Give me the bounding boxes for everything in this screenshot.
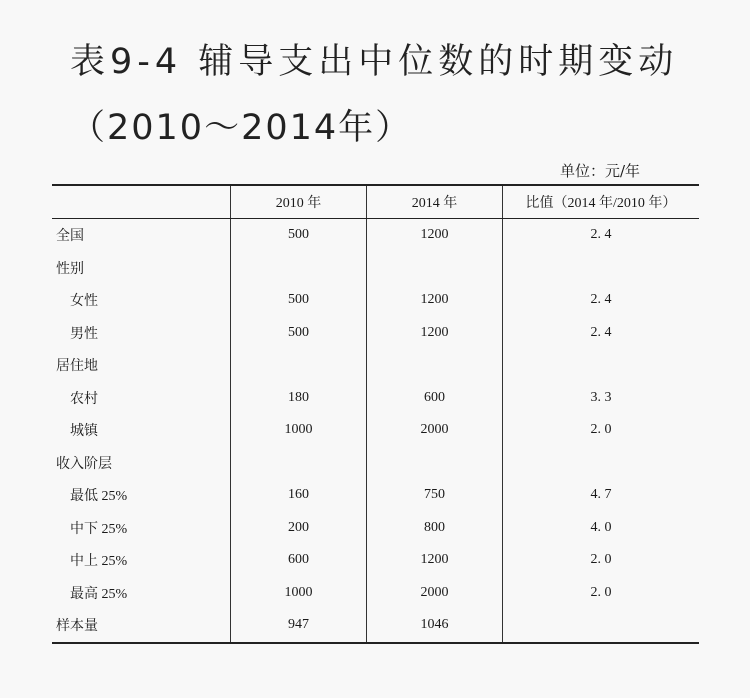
- value-2010-cell: 160: [231, 479, 367, 512]
- value-2014-cell: 750: [367, 479, 503, 512]
- header-cell-2010: 2010 年: [231, 185, 367, 219]
- ratio-cell: 2. 4: [503, 219, 700, 252]
- row-label-cell: 性别: [56, 261, 84, 277]
- table-row: [52, 544, 699, 577]
- table-row: [52, 447, 699, 480]
- ratio-cell: 2. 0: [503, 544, 700, 577]
- ratio-cell: 2. 4: [503, 317, 700, 350]
- row-label-cell: 全国: [56, 229, 84, 245]
- value-2010-cell: [231, 447, 367, 480]
- row-label-cell: 中上 25%: [70, 554, 128, 570]
- table-row: [52, 577, 699, 610]
- table-row: [52, 512, 699, 545]
- value-2010-cell: 600: [231, 544, 367, 577]
- row-label-cell: 居住地: [56, 359, 98, 375]
- ratio-cell: [503, 447, 700, 480]
- ratio-cell: [503, 609, 700, 643]
- value-2010-cell: 1000: [231, 577, 367, 610]
- value-2010-cell: [231, 252, 367, 285]
- header-cell-ratio: 比值（2014 年/2010 年）: [503, 185, 700, 219]
- unit-label: 单位：元/年: [560, 162, 641, 180]
- table-row: [52, 284, 699, 317]
- value-2014-cell: 800: [367, 512, 503, 545]
- ratio-cell: 2. 4: [503, 284, 700, 317]
- value-2014-cell: 2000: [367, 414, 503, 447]
- value-2010-cell: 1000: [231, 414, 367, 447]
- row-label-cell: 中下 25%: [70, 521, 128, 537]
- ratio-cell: 2. 0: [503, 414, 700, 447]
- table-subtitle: （2010～2014年）: [70, 108, 413, 148]
- value-2014-cell: 1200: [367, 284, 503, 317]
- value-2010-cell: 500: [231, 317, 367, 350]
- value-2014-cell: [367, 349, 503, 382]
- value-2014-cell: 1200: [367, 219, 503, 252]
- value-2014-cell: 600: [367, 382, 503, 415]
- ratio-cell: [503, 349, 700, 382]
- table-row: [52, 609, 699, 643]
- value-2010-cell: 947: [231, 609, 367, 643]
- value-2014-cell: [367, 252, 503, 285]
- table-row: [52, 317, 699, 350]
- value-2014-cell: 1046: [367, 609, 503, 643]
- value-2014-cell: 1200: [367, 544, 503, 577]
- ratio-cell: 4. 7: [503, 479, 700, 512]
- row-label-cell: 城镇: [70, 424, 98, 440]
- table-row: [52, 414, 699, 447]
- row-label-cell: 最高 25%: [70, 586, 128, 602]
- header-cell-empty: [52, 185, 231, 219]
- row-label-cell: 样本量: [52, 609, 231, 643]
- value-2014-cell: 1200: [367, 317, 503, 350]
- row-label-cell: 男性: [70, 326, 98, 342]
- table-row: [52, 382, 699, 415]
- value-2010-cell: 180: [231, 382, 367, 415]
- value-2010-cell: 200: [231, 512, 367, 545]
- data-table: [52, 184, 699, 644]
- row-label-cell: 收入阶层: [56, 456, 112, 472]
- row-label-cell: 女性: [70, 294, 98, 310]
- table-header-row: [52, 185, 699, 219]
- row-label-cell: 农村: [70, 391, 98, 407]
- table-row: [52, 349, 699, 382]
- ratio-cell: 4. 0: [503, 512, 700, 545]
- table-title: 表9-4 辅导支出中位数的时期变动: [70, 42, 679, 82]
- ratio-cell: [503, 252, 700, 285]
- ratio-cell: 2. 0: [503, 577, 700, 610]
- table-row: [52, 479, 699, 512]
- value-2010-cell: 500: [231, 219, 367, 252]
- header-cell-2014: 2014 年: [367, 185, 503, 219]
- value-2010-cell: 500: [231, 284, 367, 317]
- value-2014-cell: [367, 447, 503, 480]
- value-2010-cell: [231, 349, 367, 382]
- value-2014-cell: 2000: [367, 577, 503, 610]
- table-row: [52, 219, 699, 252]
- ratio-cell: 3. 3: [503, 382, 700, 415]
- row-label-cell: 最低 25%: [70, 489, 128, 505]
- table-row: [52, 252, 699, 285]
